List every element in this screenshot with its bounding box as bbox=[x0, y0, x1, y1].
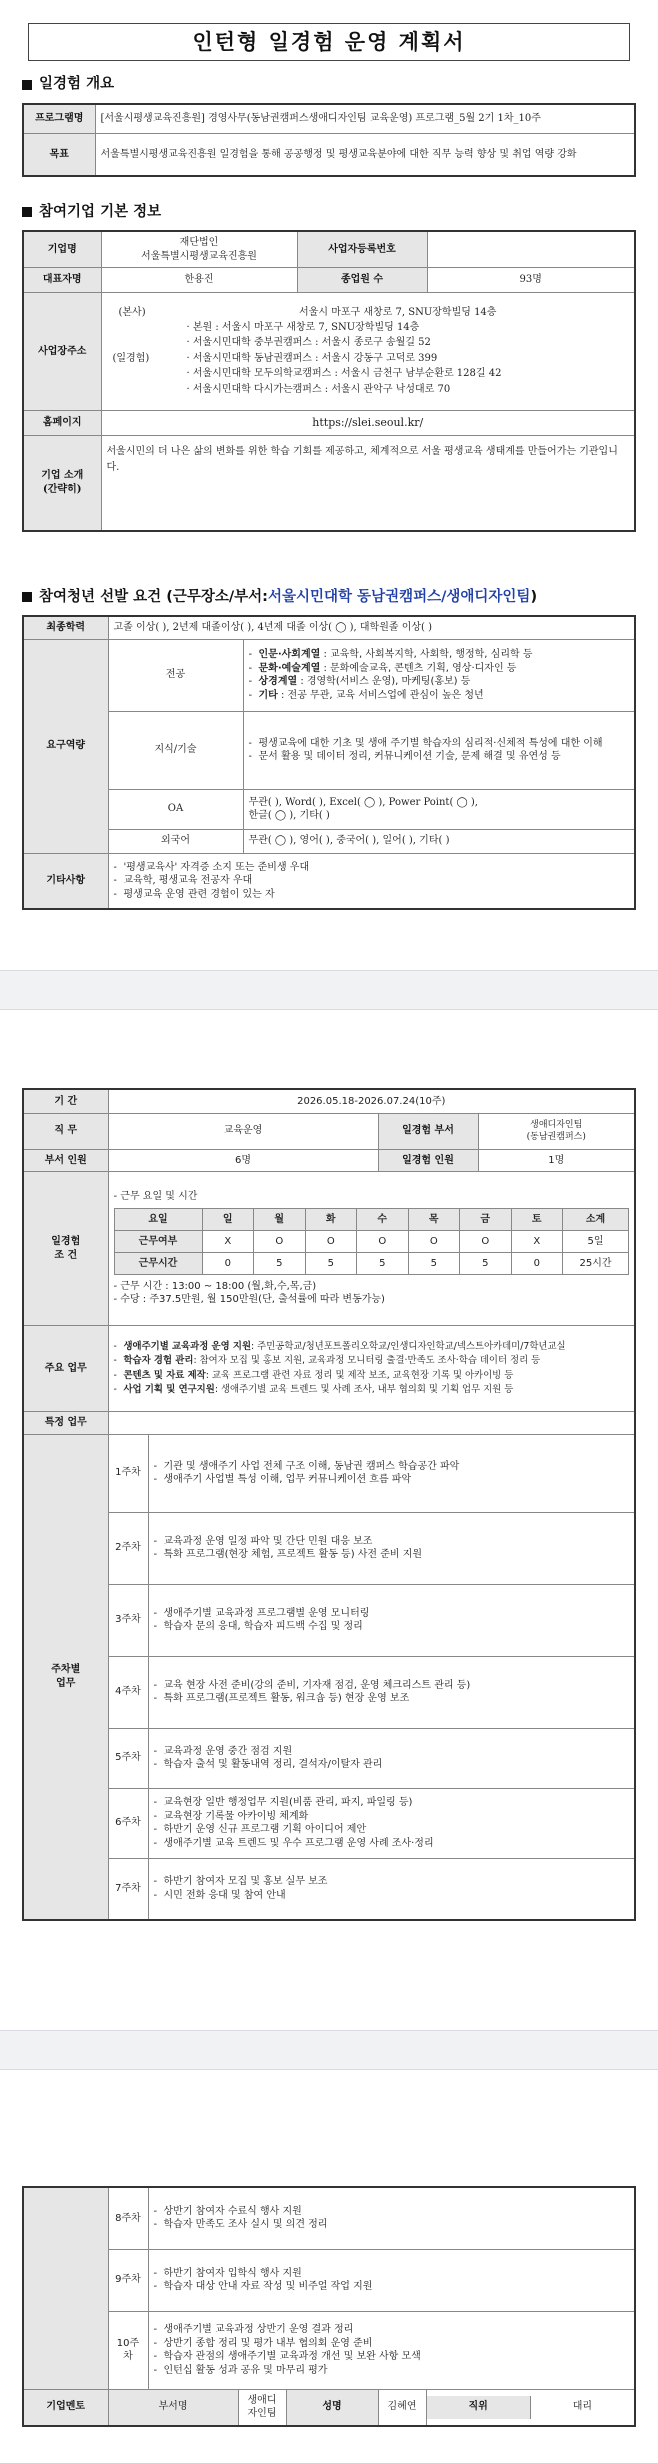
ceo-label: 대표자명 bbox=[23, 268, 101, 293]
lang-value: 무관( ◯ ), 영어( ), 중국어( ), 일어( ), 기타( ) bbox=[243, 829, 635, 853]
duty-label: 직 무 bbox=[23, 1113, 108, 1149]
employees-label: 종업원 수 bbox=[297, 268, 427, 293]
schedule-table bbox=[114, 1208, 630, 1275]
cond-label bbox=[23, 1172, 108, 1326]
major-item: - 문화·예술계열 : 문화예술교육, 콘텐츠 기획, 영상·디자인 등 bbox=[249, 662, 630, 676]
week-label: 3주차 bbox=[108, 1584, 148, 1656]
schedule-head-cell: 수 bbox=[357, 1208, 409, 1230]
schedule-head-cell: 토 bbox=[511, 1208, 563, 1230]
plan-table bbox=[22, 1088, 636, 1921]
period-value: 2026.05.18-2026.07.24(10주) bbox=[108, 1089, 635, 1113]
main-duty-item: - 생애주기별 교육과정 운영 지원: 주민공학교/청년포트폴리오학교/인생디자인학교/넥스트아카데미/7학년교실 bbox=[114, 1340, 630, 1354]
skill-item: - 평생교육에 대한 기초 및 생애 주기별 학습자의 심리적·신체적 특성에 대한 이해 bbox=[249, 737, 630, 751]
sheet-3 bbox=[0, 2070, 658, 2463]
week-tasks bbox=[148, 1512, 635, 1584]
schedule-head-row bbox=[114, 1208, 629, 1230]
page-gap bbox=[0, 970, 658, 1010]
week-tasks bbox=[148, 2311, 635, 2389]
week-tasks bbox=[148, 1584, 635, 1656]
goal-value: 서울특별시평생교육진흥원 일경험을 통해 공공행정 및 평생교육분야에 대한 직무 능력 향상 및 취업 역량 강화 bbox=[95, 134, 635, 176]
cond-intro: - 근무 요일 및 시간 bbox=[113, 1191, 198, 1203]
dept-value bbox=[478, 1113, 635, 1149]
intro-label bbox=[23, 436, 101, 531]
week-task: - 하반기 운영 신규 프로그램 기획 아이디어 제안 bbox=[154, 1823, 630, 1837]
etc-item: - '평생교육사' 자격증 소지 또는 준비생 우대 bbox=[114, 861, 630, 875]
employees-value: 93명 bbox=[427, 268, 635, 293]
mentor-name-value: 김혜연 bbox=[378, 2389, 426, 2426]
week-task: - 생애주기별 교육과정 프로그램별 운영 모니터링 bbox=[154, 1607, 630, 1621]
week-task: - 기관 및 생애주기 사업 전체 구조 이해, 동남권 캠퍼스 학습공간 파악 bbox=[154, 1460, 630, 1474]
address-work-tag: (일경험) bbox=[112, 352, 150, 364]
week-task: - 특화 프로그램(프로젝트 활동, 워크숍 등) 현장 운영 보조 bbox=[154, 1692, 630, 1706]
schedule-row-hours bbox=[114, 1252, 629, 1274]
section-requirements-heading bbox=[22, 588, 636, 608]
goal-label: 목표 bbox=[23, 134, 95, 176]
mentor-dept-label: 부서명 bbox=[108, 2389, 238, 2426]
square-bullet-icon bbox=[22, 207, 32, 217]
week-tasks bbox=[148, 1788, 635, 1858]
homepage-label: 홈페이지 bbox=[23, 411, 101, 436]
requirements-heading-prefix: 참여청년 선발 요건 (근무장소/부서: bbox=[39, 588, 268, 605]
week-task: - 교육과정 운영 중간 점검 지원 bbox=[154, 1745, 630, 1759]
requirements-table bbox=[22, 615, 636, 910]
week-tasks bbox=[148, 1656, 635, 1728]
week-task: - 학습자 문의 응대, 학습자 피드백 수집 및 정리 bbox=[154, 1620, 630, 1634]
week-label: 1주차 bbox=[108, 1434, 148, 1512]
week-task: - 생애주기 사업별 특성 이해, 업무 커뮤니케이션 흐름 파악 bbox=[154, 1473, 630, 1487]
company-table bbox=[22, 230, 636, 532]
week-label: 9주차 bbox=[108, 2249, 148, 2311]
weekly-label-line1: 주차별 bbox=[51, 1664, 81, 1676]
company-name-line1: 재단법인 bbox=[179, 237, 219, 249]
address-item: · 서울시민대학 다시가는캠퍼스 : 서울시 관악구 낙성대로 70 bbox=[186, 383, 451, 395]
week-tasks bbox=[148, 1434, 635, 1512]
week-task: - 학습자 만족도 조사 실시 및 의견 정리 bbox=[154, 2218, 630, 2232]
cond-label-line1: 일경험 bbox=[51, 1236, 81, 1247]
schedule-head-cell: 화 bbox=[305, 1208, 357, 1230]
address-item: · 서울시민대학 중부권캠퍼스 : 서울시 종로구 송월길 52 bbox=[186, 337, 431, 349]
address-item: · 본원 : 서울시 마포구 새창로 7, SNU장학빌딩 14층 bbox=[186, 321, 420, 333]
address-list bbox=[187, 320, 630, 398]
period-label: 기 간 bbox=[23, 1089, 108, 1113]
schedule-row-label: 근무시간 bbox=[114, 1252, 202, 1274]
document-title: 인턴형 일경험 운영 계획서 bbox=[28, 23, 630, 61]
address-main-tag: (본사) bbox=[118, 307, 146, 319]
schedule-head-cell: 요일 bbox=[114, 1208, 202, 1230]
schedule-cell: X bbox=[202, 1230, 254, 1252]
dept-label: 일경험 부서 bbox=[378, 1113, 478, 1149]
intro-label-line2: (간략히) bbox=[43, 483, 82, 495]
program-value: [서울시평생교육진흥원] 경영사무(동남권캠퍼스생애디자인팀 교육운영) 프로그램_5월 2기 1차_10주 bbox=[95, 104, 635, 134]
skill-list bbox=[249, 737, 630, 764]
section-title: 일경험 개요 bbox=[39, 76, 115, 92]
week-task: - 상반기 참여자 수료식 행사 지원 bbox=[154, 2205, 630, 2219]
skill-label: 지식/기술 bbox=[108, 711, 243, 789]
intern-label: 일경험 인원 bbox=[378, 1149, 478, 1172]
weekly-label-continued bbox=[23, 2187, 108, 2389]
square-bullet-icon bbox=[22, 592, 32, 602]
section-company-heading bbox=[22, 203, 636, 223]
week-label: 10주차 bbox=[108, 2311, 148, 2389]
address-item: · 서울시민대학 동남권캠퍼스 : 서울시 강동구 고덕로 399 bbox=[186, 352, 438, 364]
week-task: - 시민 전화 응대 및 참여 안내 bbox=[154, 1889, 630, 1903]
overview-table bbox=[22, 103, 636, 177]
main-duty-item: - 콘텐츠 및 자료 제작: 교육 프로그램 관련 자료 정리 및 제작 보조, 교육현장 기록 및 아카이빙 등 bbox=[114, 1369, 630, 1383]
major-item: - 인문·사회계열 : 교육학, 사회복지학, 사회학, 행정학, 심리학 등 bbox=[249, 648, 630, 662]
oa-value bbox=[243, 789, 635, 829]
mentor-pos-label: 직위 bbox=[427, 2396, 531, 2419]
week-tasks bbox=[148, 1858, 635, 1920]
schedule-cell: 5 bbox=[305, 1252, 357, 1274]
mentor-name-label: 성명 bbox=[286, 2389, 378, 2426]
special-duty-value bbox=[108, 1412, 635, 1435]
section-title: 참여기업 기본 정보 bbox=[39, 203, 162, 220]
major-item: - 상경계열 : 경영학(서비스 운영), 마케팅(홍보) 등 bbox=[249, 675, 630, 689]
schedule-cell: O bbox=[305, 1230, 357, 1252]
week-label: 6주차 bbox=[108, 1788, 148, 1858]
week-tasks bbox=[148, 1728, 635, 1788]
sheet-1 bbox=[0, 0, 658, 970]
main-duty-label: 주요 업무 bbox=[23, 1326, 108, 1412]
major-value bbox=[243, 639, 635, 711]
schedule-cell: 5 bbox=[460, 1252, 512, 1274]
sheet-2 bbox=[0, 1010, 658, 2030]
ceo-value: 한용진 bbox=[101, 268, 297, 293]
bizno-value bbox=[427, 231, 635, 268]
schedule-cell: 25시간 bbox=[563, 1252, 629, 1274]
week-task: - 생애주기별 교육 트렌드 및 우수 프로그램 운영 사례 조사·정리 bbox=[154, 1837, 630, 1851]
mentor-dept-value: 생애디자인팀 bbox=[238, 2389, 286, 2426]
major-list bbox=[249, 648, 630, 702]
address-work-row bbox=[107, 320, 630, 398]
staff-label: 부서 인원 bbox=[23, 1149, 108, 1172]
schedule-cell: 5 bbox=[254, 1252, 306, 1274]
schedule-cell: 5 bbox=[408, 1252, 460, 1274]
bizno-label: 사업자등록번호 bbox=[297, 231, 427, 268]
cond-value bbox=[108, 1172, 635, 1326]
address-main: 서울시 마포구 새창로 7, SNU장학빌딩 14층 bbox=[299, 307, 497, 319]
square-bullet-icon bbox=[22, 80, 32, 90]
schedule-cell: O bbox=[357, 1230, 409, 1252]
week-task: - 교육현장 일반 행정업무 지원(비품 관리, 파지, 파일링 등) bbox=[154, 1796, 630, 1810]
week-task: - 상반기 종합 정리 및 평가 내부 협의회 운영 준비 bbox=[154, 2337, 630, 2351]
schedule-cell: O bbox=[254, 1230, 306, 1252]
main-duty-item: - 학습자 경험 관리: 참여자 모집 및 홍보 지원, 교육과정 모니터링 출결·만족도 조사·학습 데이터 정리 등 bbox=[114, 1354, 630, 1368]
week-task: - 학습자 출석 및 활동내역 정리, 결석자/이탈자 관리 bbox=[154, 1758, 630, 1772]
skill-item: - 문서 활용 및 데이터 정리, 커뮤니케이션 기술, 문제 해결 및 유연성 등 bbox=[249, 750, 630, 764]
main-duty-list bbox=[114, 1340, 630, 1396]
intro-label-line1: 기업 소개 bbox=[41, 470, 84, 482]
schedule-cell: 5일 bbox=[563, 1230, 629, 1252]
company-name-value bbox=[101, 231, 297, 268]
company-name-label: 기업명 bbox=[23, 231, 101, 268]
schedule-cell: O bbox=[460, 1230, 512, 1252]
schedule-cell: 0 bbox=[202, 1252, 254, 1274]
schedule-cell: 0 bbox=[511, 1252, 563, 1274]
week-task: - 인턴십 활동 성과 공유 및 마무리 평가 bbox=[154, 2364, 630, 2378]
schedule-head-cell: 목 bbox=[408, 1208, 460, 1230]
weekly-label bbox=[23, 1434, 108, 1920]
weekly-label-line2: 업무 bbox=[56, 1677, 76, 1689]
requirements-heading-place: 서울시민대학 동남권캠퍼스/생애디자인팀 bbox=[267, 588, 531, 605]
week-label: 5주차 bbox=[108, 1728, 148, 1788]
week-task: - 학습자 대상 안내 자료 작성 및 비주얼 작업 지원 bbox=[154, 2280, 630, 2294]
mentor-pos-cell bbox=[426, 2389, 635, 2426]
cond-time: - 근무 시간 : 13:00 ~ 18:00 (월,화,수,목,금) bbox=[113, 1280, 317, 1292]
week-label: 2주차 bbox=[108, 1512, 148, 1584]
oa-line1: 무관( ), Word( ), Excel( ◯ ), Power Point( ◯ ), bbox=[248, 796, 478, 808]
oa-line2: 한글( ◯ ), 기타( ) bbox=[248, 810, 330, 822]
week-task: - 교육과정 운영 일정 파악 및 간단 민원 대응 보조 bbox=[154, 1535, 630, 1549]
duty-value: 교육운영 bbox=[108, 1113, 378, 1149]
schedule-cell: 5 bbox=[357, 1252, 409, 1274]
address-item: · 서울시민대학 모두의학교캠퍼스 : 서울시 금천구 남부순환로 128길 42 bbox=[186, 368, 502, 380]
skill-value bbox=[243, 711, 635, 789]
schedule-cell: X bbox=[511, 1230, 563, 1252]
dept-line1: 생애디자인팀 bbox=[530, 1119, 583, 1130]
week-task: - 교육 현장 사전 준비(강의 준비, 기자재 점검, 운영 체크리스트 관리 등) bbox=[154, 1679, 630, 1693]
edu-label: 최종학력 bbox=[23, 616, 108, 639]
edu-value: 고졸 이상( ), 2년제 대졸이상( ), 4년제 대졸 이상( ◯ ), 대학원졸 이상( ) bbox=[108, 616, 635, 639]
schedule-cell: O bbox=[408, 1230, 460, 1252]
week-tasks bbox=[148, 2187, 635, 2249]
lang-label: 외국어 bbox=[108, 829, 243, 853]
requirements-heading-suffix: ) bbox=[530, 588, 538, 605]
company-name-line2: 서울특별시평생교육진흥원 bbox=[141, 250, 257, 262]
cond-label-line2: 조 건 bbox=[54, 1249, 78, 1261]
week-tasks bbox=[148, 2249, 635, 2311]
major-label: 전공 bbox=[108, 639, 243, 711]
main-duty-item: - 사업 기획 및 연구지원: 생애주기별 교육 트렌드 및 사례 조사, 내부 협의회 및 기획 업무 지원 등 bbox=[114, 1383, 630, 1397]
special-duty-label: 특정 업무 bbox=[23, 1412, 108, 1435]
plan-table-continued bbox=[22, 2186, 636, 2427]
week-task: - 학습자 관점의 생애주기별 교육과정 개선 및 보완 사항 모색 bbox=[154, 2350, 630, 2364]
oa-label: OA bbox=[108, 789, 243, 829]
week-task: - 하반기 참여자 입학식 행사 지원 bbox=[154, 2267, 630, 2281]
week-label: 7주차 bbox=[108, 1858, 148, 1920]
cond-pay: - 수당 : 주37.5만원, 월 150만원(단, 출석률에 따라 변동가능) bbox=[113, 1294, 385, 1306]
section-overview-heading bbox=[22, 75, 636, 95]
program-label: 프로그램명 bbox=[23, 104, 95, 134]
page-gap bbox=[0, 2030, 658, 2070]
etc-value bbox=[108, 853, 635, 909]
intro-value: 서울시민의 더 나은 삶의 변화를 위한 학습 기회를 제공하고, 체계적으로 서울 평생교육 생태계를 만들어가는 기관입니다. bbox=[101, 436, 635, 531]
address-label: 사업장주소 bbox=[23, 293, 101, 411]
address-main-row bbox=[107, 306, 630, 320]
etc-item: - 평생교육 운영 관련 경험이 있는 자 bbox=[114, 888, 630, 902]
schedule-head-cell: 월 bbox=[254, 1208, 306, 1230]
major-item: - 기타 : 전공 무관, 교육 서비스업에 관심이 높은 청년 bbox=[249, 689, 630, 703]
schedule-head-cell: 일 bbox=[202, 1208, 254, 1230]
staff-value: 6명 bbox=[108, 1149, 378, 1172]
week-task: - 하반기 참여자 모집 및 홍보 실무 보조 bbox=[154, 1875, 630, 1889]
schedule-head-cell: 금 bbox=[460, 1208, 512, 1230]
address-value bbox=[101, 293, 635, 411]
week-task: - 교육현장 기록물 아카이빙 체계화 bbox=[154, 1810, 630, 1824]
schedule-row-label: 근무여부 bbox=[114, 1230, 202, 1252]
etc-item: - 교육학, 평생교육 전공자 우대 bbox=[114, 874, 630, 888]
mentor-label: 기업멘토 bbox=[23, 2389, 108, 2426]
main-duty-value bbox=[108, 1326, 635, 1412]
mentor-pos-value: 대리 bbox=[572, 2401, 593, 2413]
dept-line2: (동남권캠퍼스) bbox=[526, 1132, 586, 1142]
etc-list bbox=[114, 861, 630, 902]
req-label: 요구역량 bbox=[23, 639, 108, 853]
homepage-link[interactable]: https://slei.seoul.kr/ bbox=[101, 411, 635, 436]
schedule-row-workday bbox=[114, 1230, 629, 1252]
week-label: 4주차 bbox=[108, 1656, 148, 1728]
week-task: - 생애주기별 교육과정 상반기 운영 결과 정리 bbox=[154, 2323, 630, 2337]
week-label: 8주차 bbox=[108, 2187, 148, 2249]
etc-label: 기타사항 bbox=[23, 853, 108, 909]
week-task: - 특화 프로그램(현장 체험, 프로젝트 활동 등) 사전 준비 지원 bbox=[154, 1548, 630, 1562]
schedule-head-cell: 소계 bbox=[563, 1208, 629, 1230]
intern-value: 1명 bbox=[478, 1149, 635, 1172]
